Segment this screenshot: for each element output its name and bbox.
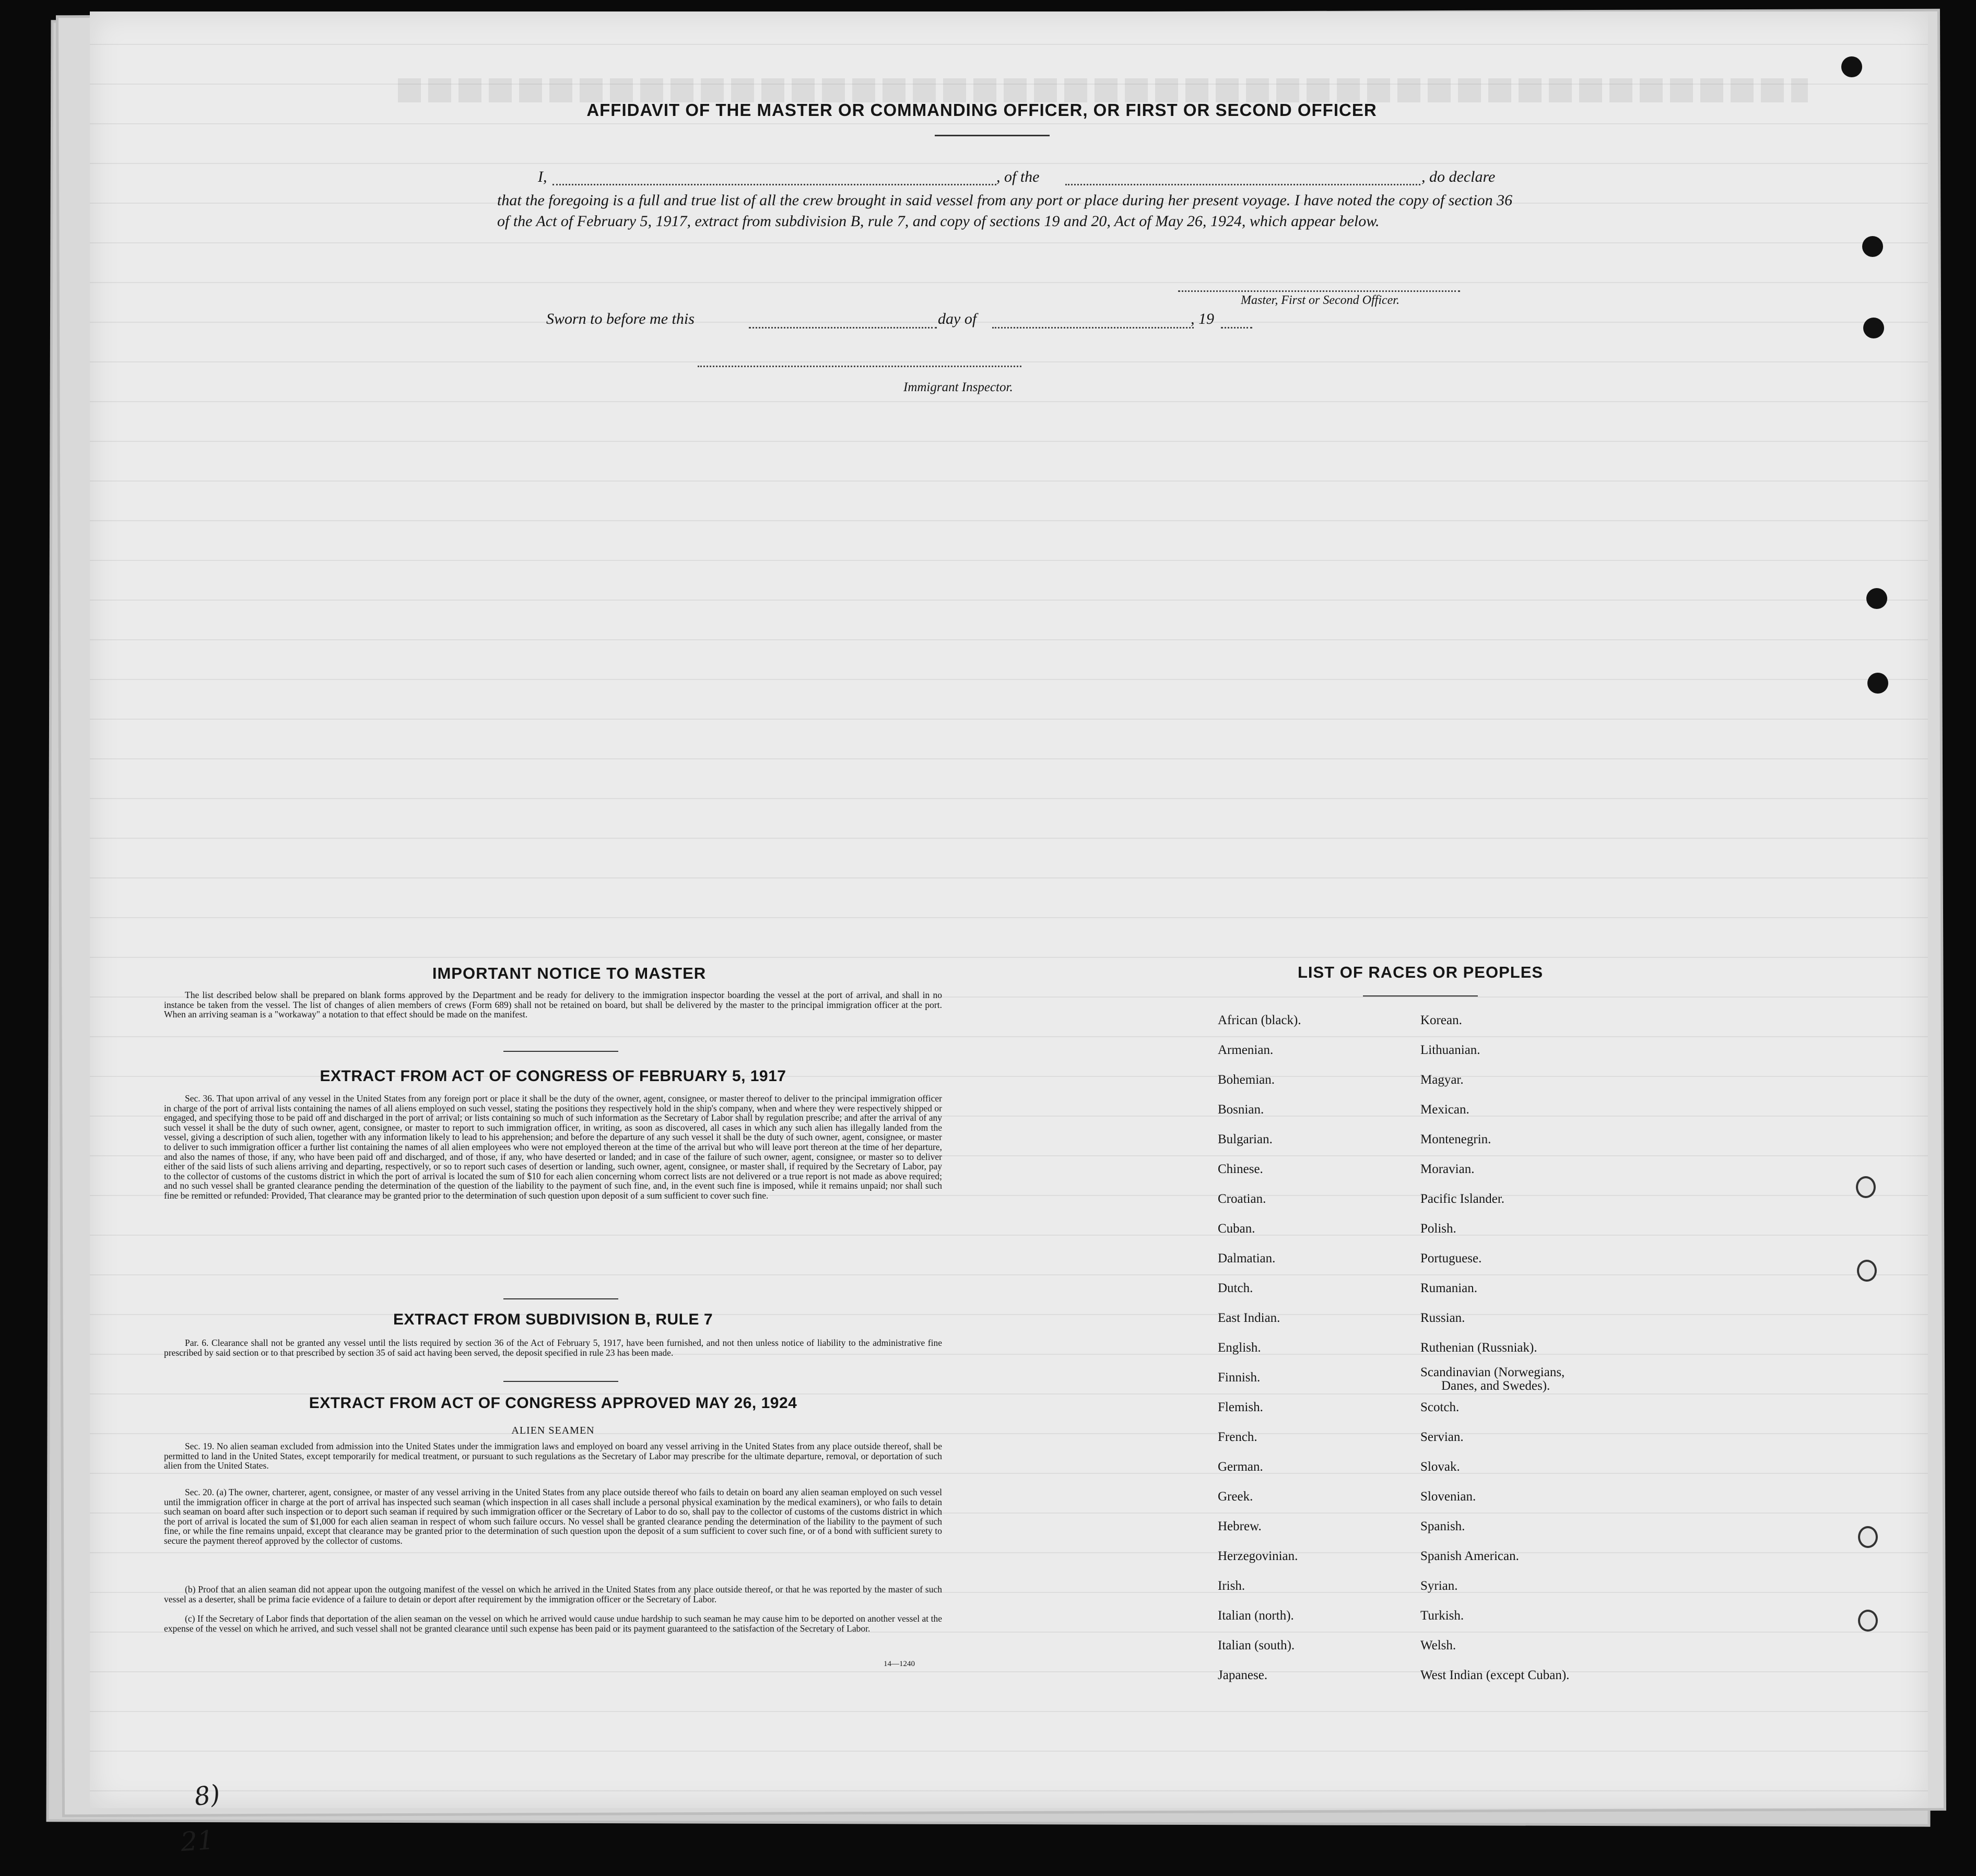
race-item: Finnish. <box>1218 1370 1261 1385</box>
punch-hole-icon <box>1857 1260 1877 1282</box>
punch-hole-icon <box>1867 673 1888 694</box>
race-item: Greek. <box>1218 1490 1253 1504</box>
bleed-through-heading <box>398 78 1808 102</box>
race-item: African (black). <box>1218 1013 1301 1027</box>
race-item: Chinese. <box>1218 1162 1263 1176</box>
section-divider <box>503 1381 618 1382</box>
race-item: German. <box>1218 1460 1263 1474</box>
races-divider <box>1363 995 1478 996</box>
title-divider <box>935 135 1050 136</box>
position-blank[interactable] <box>1065 184 1420 185</box>
extract-1924-sec19: Sec. 19. No alien seaman excluded from admission into the United States under the immigration laws and employed on board any vessel arriving in the United States from any place outside thereof, shall be permitted to land in the United States, except temporarily for medical treatment, or pursuant to such regulations as the Secretary of Labor may prescribe for the ultimate departure, removal, or deportation of such alien from the United States. <box>164 1441 942 1471</box>
handwritten-note: 21 <box>180 1824 215 1858</box>
section-divider <box>503 1298 618 1299</box>
race-item: Ruthenian (Russniak). <box>1420 1341 1537 1355</box>
race-item: Armenian. <box>1218 1043 1274 1057</box>
race-item: Herzegovinian. <box>1218 1549 1298 1563</box>
punch-hole-icon <box>1866 588 1887 609</box>
master-signature-blank[interactable] <box>1178 290 1460 292</box>
race-item: Korean. <box>1420 1013 1462 1027</box>
race-item: Polish. <box>1420 1222 1456 1236</box>
race-item: Rumanian. <box>1420 1281 1478 1295</box>
race-item: Turkish. <box>1420 1609 1464 1623</box>
race-item: Welsh. <box>1420 1638 1456 1652</box>
race-item: East Indian. <box>1218 1311 1280 1325</box>
race-item: Dalmatian. <box>1218 1251 1276 1265</box>
inspector-label: Immigrant Inspector. <box>903 380 1013 394</box>
sworn-month-blank[interactable] <box>992 327 1194 329</box>
race-item: Hebrew. <box>1218 1519 1262 1533</box>
race-item: Scandinavian (Norwegians, <box>1420 1365 1565 1379</box>
race-item: Spanish. <box>1420 1519 1465 1533</box>
race-item: Dutch. <box>1218 1281 1253 1295</box>
punch-hole-icon <box>1858 1610 1878 1632</box>
sworn-year: , 19 <box>1191 310 1214 327</box>
races-title: LIST OF RACES OR PEOPLES <box>1297 963 1544 981</box>
race-item: West Indian (except Cuban). <box>1420 1668 1570 1682</box>
race-item: Italian (north). <box>1218 1609 1294 1623</box>
race-item: Slovak. <box>1420 1460 1460 1474</box>
race-item: Bulgarian. <box>1218 1132 1273 1146</box>
sworn-day-of: day of <box>938 310 977 327</box>
race-item: Servian. <box>1420 1430 1464 1444</box>
sworn-day-blank[interactable] <box>749 327 937 329</box>
race-item: Japanese. <box>1218 1668 1268 1682</box>
race-item: Syrian. <box>1420 1579 1458 1593</box>
race-item: Bosnian. <box>1218 1103 1264 1117</box>
race-item: Irish. <box>1218 1579 1245 1593</box>
name-blank[interactable] <box>552 184 996 185</box>
race-item: Pacific Islander. <box>1420 1192 1505 1206</box>
race-item: Portuguese. <box>1420 1251 1482 1265</box>
race-item: Bohemian. <box>1218 1073 1275 1087</box>
punch-hole-icon <box>1862 236 1883 257</box>
affidavit-line-of-the: , of the <box>996 168 1040 185</box>
extract-1924-title: EXTRACT FROM ACT OF CONGRESS APPROVED MAY 26, 1924 <box>309 1394 797 1412</box>
race-item: Russian. <box>1420 1311 1465 1325</box>
form-number: 14—1240 <box>884 1660 915 1668</box>
extract-1924-sec20c: (c) If the Secretary of Labor finds that deportation of the alien seaman on the vessel on which he arrived would cause undue hardship to such seaman he may cause him to be deported on another vessel at the expense of the vessel on which he arrived, and such vessel shall not be granted clearance until such expense has been paid or its payment guaranteed to the satisfaction of the Secretary of Labor. <box>164 1613 942 1634</box>
race-item: Danes, and Swedes). <box>1441 1379 1550 1393</box>
sworn-year-blank[interactable] <box>1221 327 1252 329</box>
extract-rule7-title: EXTRACT FROM SUBDIVISION B, RULE 7 <box>393 1311 713 1328</box>
affidavit-line-declare: , do declare <box>1421 168 1496 185</box>
race-item: Magyar. <box>1420 1073 1464 1087</box>
sworn-prefix: Sworn to before me this <box>546 310 695 327</box>
inspector-signature-blank[interactable] <box>698 366 1021 367</box>
race-item: Spanish American. <box>1420 1549 1519 1563</box>
extract-1924-subtitle: ALIEN SEAMEN <box>511 1425 595 1436</box>
section-divider <box>503 1051 618 1052</box>
notice-body: The list described below shall be prepared on blank forms approved by the Department and be ready for delivery to the immigration inspector boarding the vessel at the port of arrival, and shall in no instance be taken from the vessel. The list of changes of alien members of crews (Form 689) shall not be retained on board, but shall be delivered by the master to the principal immigration officer at the port. When an arriving seaman is a "workaway" a notation to that effect should be made on the manifest. <box>164 990 942 1020</box>
race-item: Montenegrin. <box>1420 1132 1491 1146</box>
race-item: Cuban. <box>1218 1222 1255 1236</box>
extract-rule7-body: Par. 6. Clearance shall not be granted any vessel until the lists required by section 36 of the Act of February 5, 1917, have been furnished, and not then unless notice of liability to the administrative fine prescribed by said section or to that prescribed by section 35 of said act having been served, the deposit specified in rule 23 has been made. <box>164 1338 942 1358</box>
affidavit-title: AFFIDAVIT OF THE MASTER OR COMMANDING OFFICER, OR FIRST OR SECOND OFFICER <box>586 100 1377 120</box>
punch-hole-icon <box>1856 1176 1876 1198</box>
race-item: Scotch. <box>1420 1400 1460 1414</box>
race-item: Moravian. <box>1420 1162 1475 1176</box>
notice-title: IMPORTANT NOTICE TO MASTER <box>432 964 707 982</box>
race-item: Italian (south). <box>1218 1638 1295 1652</box>
punch-hole-icon <box>1858 1526 1878 1548</box>
race-item: Flemish. <box>1218 1400 1263 1414</box>
race-item: Croatian. <box>1218 1192 1266 1206</box>
handwritten-note: 8) <box>192 1779 222 1812</box>
affidavit-statement: that the foregoing is a full and true list of all the crew brought in said vessel from any port or place during her present voyage. I have noted the copy of section 36 of the Act of February 5, 1917, extract from subdivision B, rule 7, and copy of sections 19 and 20, Act of May 26, 1924, which appear below. <box>497 192 1513 230</box>
affidavit-line-i: I, <box>538 168 547 185</box>
race-item: Slovenian. <box>1420 1490 1476 1504</box>
extract-1917-body: Sec. 36. That upon arrival of any vessel in the United States from any foreign port or place it shall be the duty of the owner, agent, consignee, or master thereof to deliver to the principal immigration officer in charge of the port of arrival lists containing the names of all aliens employed on such vessel, stating the positions they respectively hold in the ship's company, when and where they were respectively shipped or engaged, and specifying those to be paid off and discharged in the port of arrival; or lists containing so much of such information as the Secretary of Labor shall by regulation prescribe; and after the arrival of any such vessel it shall be the duty of such owner, agent, consignee, or master to report to such immigration officer, in writing, as soon as discovered, all cases in which any such alien has illegally landed from the vessel, giving a description of such alien, together with any information likely to lead to his apprehension; and before the departure of any such vessel it shall be the duty of such owner, agent, consignee, or master to deliver to such immigration officer a further list containing the names of all alien employees who were not employed thereon at the time of the arrival but who will leave port thereon at the time of her departure, and also the names of those, if any, who have been paid off and discharged, and of those, if any, who have deserted or landed; and in case of the failure of such owner, agent, consignee, or master so to deliver either of the said lists of such aliens arriving and departing, respectively, or so to report such cases of desertion or landing, such owner, agent, consignee, or master shall, if required by the Secretary of Labor, pay to the collector of customs of the customs district in which the port of arrival is located the sum of $10 for each alien concerning whom correct lists are not delivered or a true report is not made as above required; and no such vessel shall be granted clearance pending the determination of the question of the liability to the payment of such fine, and, in the event such fine is imposed, while it remains unpaid; nor shall such fine be remitted or refunded: Provided, That clearance may be granted prior to the determination of such question upon deposit of a sum sufficient to cover such fine. <box>164 1093 942 1201</box>
race-item: French. <box>1218 1430 1257 1444</box>
punch-hole-icon <box>1841 56 1862 77</box>
master-signature-label: Master, First or Second Officer. <box>1241 294 1399 307</box>
punch-hole-icon <box>1863 318 1884 338</box>
extract-1917-title: EXTRACT FROM ACT OF CONGRESS OF FEBRUARY 5, 1917 <box>320 1068 786 1085</box>
extract-1924-sec20a: Sec. 20. (a) The owner, charterer, agent, consignee, or master of any vessel arriving in the United States from any place outside thereof who fails to detain on board any alien seaman employed on such vessel until the immigration officer in charge at the port of arrival has inspected such seaman (which inspection in all cases shall include a personal physical examination by the medical examiners), or who fails to detain such seaman on board after such inspection or to deport such seaman if required by such immigration officer or the Secretary of Labor to do so, shall pay to the collector of customs of the customs district in which the port of arrival is located the sum of $1,000 for each alien seaman in respect of whom such failure occurs. No vessel shall be granted clearance pending the determination of the liability to the payment of such fine, or while the fine remains unpaid, except that clearance may be granted prior to the determination of such question upon the deposit of a sum sufficient to cover such fine, or of a bond with sufficient surety to secure the payment thereof approved by the collector of customs. <box>164 1487 942 1546</box>
race-item: Lithuanian. <box>1420 1043 1480 1057</box>
extract-1924-sec20b: (b) Proof that an alien seaman did not appear upon the outgoing manifest of the vessel on which he arrived in the United States from any place outside thereof, or that he was reported by the master of such vessel as a deserter, shall be prima facie evidence of a failure to detain or deport after requirement by the immigration officer or the Secretary of Labor. <box>164 1584 942 1604</box>
race-item: English. <box>1218 1341 1261 1355</box>
race-item: Mexican. <box>1420 1103 1469 1117</box>
